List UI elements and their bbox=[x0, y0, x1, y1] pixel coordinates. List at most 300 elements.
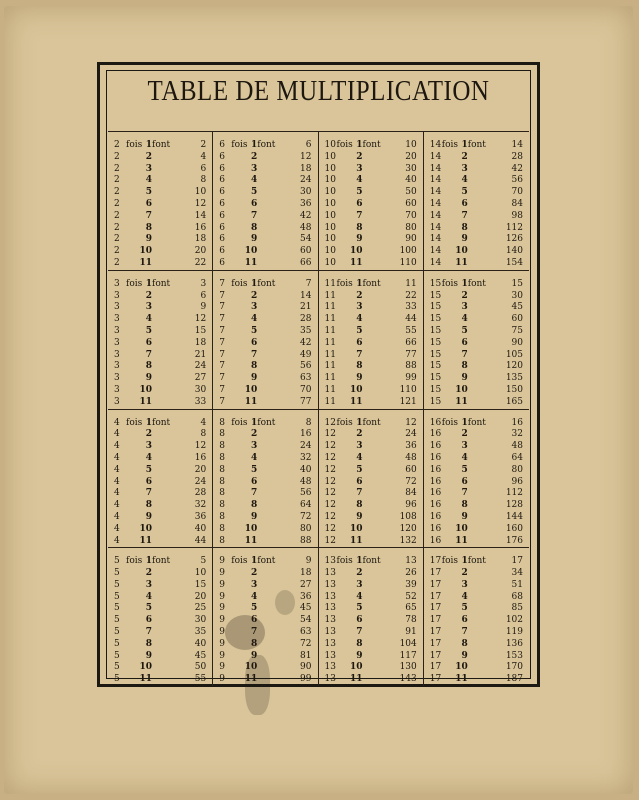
product: 24 bbox=[300, 441, 312, 452]
product: 75 bbox=[511, 325, 523, 336]
multiplicand: 8 bbox=[219, 511, 225, 522]
spacer bbox=[126, 615, 138, 627]
table-row bbox=[114, 164, 208, 176]
multiplier: 3 bbox=[461, 579, 468, 590]
multiplicand: 15 bbox=[429, 373, 442, 384]
product: 70 bbox=[511, 187, 523, 198]
multiplier: 8 bbox=[356, 500, 363, 511]
table-row bbox=[219, 279, 313, 291]
table-row bbox=[430, 441, 525, 453]
multiplier: 4 bbox=[250, 591, 258, 602]
table-row bbox=[114, 477, 208, 489]
spacer bbox=[468, 524, 476, 536]
times-word: fois bbox=[231, 556, 248, 567]
multiplicand: 13 bbox=[324, 674, 336, 685]
spacer bbox=[363, 603, 371, 615]
spacer bbox=[442, 441, 454, 453]
multiplicand: 2 bbox=[114, 210, 120, 221]
table-row bbox=[325, 373, 419, 385]
table-row bbox=[219, 627, 313, 639]
table-row bbox=[430, 524, 525, 536]
product: 72 bbox=[405, 476, 417, 487]
multiplicand: 3 bbox=[114, 373, 120, 384]
table-row bbox=[325, 140, 419, 152]
multiplicand: 11 bbox=[324, 361, 336, 372]
multiplicand: 9 bbox=[219, 615, 225, 626]
table-row bbox=[219, 536, 313, 548]
spacer bbox=[337, 338, 349, 350]
spacer bbox=[468, 326, 476, 338]
multiplicand: 14 bbox=[429, 234, 442, 245]
multiplicand: 12 bbox=[324, 500, 336, 511]
spacer bbox=[468, 246, 476, 258]
multiplier: 2 bbox=[356, 568, 363, 579]
multiplicand: 13 bbox=[324, 591, 336, 602]
multiplier: 3 bbox=[145, 441, 152, 452]
multiplier: 7 bbox=[461, 488, 468, 499]
multiplicand: 16 bbox=[429, 523, 442, 534]
multiplier: 2 bbox=[250, 151, 258, 162]
multiplicand: 10 bbox=[324, 175, 336, 186]
spacer bbox=[468, 465, 476, 477]
product: 44 bbox=[405, 314, 417, 325]
product: 12 bbox=[405, 417, 417, 428]
table-row bbox=[325, 187, 419, 199]
product: 39 bbox=[405, 579, 417, 590]
table-row bbox=[325, 674, 419, 686]
table-row bbox=[114, 258, 208, 270]
product: 40 bbox=[194, 638, 207, 649]
product: 51 bbox=[511, 579, 523, 590]
table-row bbox=[114, 662, 208, 674]
multiplicand: 8 bbox=[219, 476, 225, 487]
spacer bbox=[442, 500, 454, 512]
product: 55 bbox=[405, 325, 417, 336]
multiplicand: 11 bbox=[324, 349, 336, 360]
spacer bbox=[442, 302, 454, 314]
spacer bbox=[231, 662, 243, 674]
multiplicand: 5 bbox=[114, 674, 120, 685]
table-row bbox=[325, 175, 419, 187]
multiplicand: 11 bbox=[324, 302, 336, 313]
multiplier: 4 bbox=[356, 591, 363, 602]
page-title: TABLE DE MULTIPLICATION bbox=[147, 75, 490, 107]
spacer bbox=[126, 465, 138, 477]
product: 54 bbox=[300, 234, 312, 245]
multiplier: 2 bbox=[461, 151, 468, 162]
times-word: fois bbox=[441, 556, 458, 567]
table-row bbox=[219, 187, 313, 199]
table-row bbox=[325, 512, 419, 524]
table-row bbox=[219, 361, 313, 373]
spacer bbox=[363, 627, 371, 639]
table-row bbox=[114, 397, 208, 409]
multiplicand: 10 bbox=[324, 198, 336, 209]
table-block-2 bbox=[108, 132, 213, 271]
product: 108 bbox=[399, 511, 417, 522]
multiplier: 3 bbox=[356, 441, 363, 452]
spacer bbox=[468, 211, 476, 223]
product: 22 bbox=[405, 290, 417, 301]
multiplicand: 7 bbox=[219, 314, 225, 325]
table-row bbox=[430, 302, 525, 314]
table-row bbox=[325, 418, 419, 430]
multiplier: 11 bbox=[244, 535, 258, 546]
spacer bbox=[468, 512, 476, 524]
multiplier: 9 bbox=[461, 650, 468, 661]
table-row bbox=[430, 651, 525, 663]
multiplicand: 16 bbox=[429, 488, 442, 499]
makes-word: font bbox=[467, 556, 486, 567]
spacer bbox=[152, 580, 160, 592]
multiplier: 8 bbox=[250, 361, 258, 372]
times-word: fois bbox=[126, 417, 143, 428]
spacer bbox=[126, 524, 138, 536]
product: 120 bbox=[505, 361, 523, 372]
table-row bbox=[325, 211, 419, 223]
multiplier: 5 bbox=[250, 603, 258, 614]
product: 64 bbox=[300, 500, 312, 511]
product: 27 bbox=[194, 373, 207, 384]
spacer bbox=[468, 488, 476, 500]
multiplier: 1 bbox=[145, 417, 152, 428]
spacer bbox=[337, 258, 349, 270]
table-row bbox=[114, 187, 208, 199]
table-row bbox=[219, 175, 313, 187]
multiplicand: 6 bbox=[219, 187, 225, 198]
spacer bbox=[126, 639, 138, 651]
product: 126 bbox=[505, 234, 523, 245]
multiplicand: 6 bbox=[219, 140, 225, 150]
multiplier: 6 bbox=[461, 337, 468, 348]
table-row bbox=[325, 500, 419, 512]
table-row bbox=[114, 385, 208, 397]
spacer bbox=[468, 199, 476, 211]
spacer bbox=[257, 580, 265, 592]
spacer bbox=[468, 350, 476, 362]
spacer bbox=[468, 361, 476, 373]
product: 21 bbox=[300, 302, 312, 313]
multiplier: 7 bbox=[461, 210, 468, 221]
multiplicand: 7 bbox=[219, 325, 225, 336]
table-row bbox=[114, 500, 208, 512]
multiplier: 8 bbox=[250, 222, 258, 233]
makes-word: font bbox=[257, 556, 276, 567]
table-row bbox=[325, 234, 419, 246]
product: 45 bbox=[511, 302, 523, 313]
spacer bbox=[126, 361, 138, 373]
makes-word: font bbox=[362, 417, 381, 428]
multiplier: 9 bbox=[461, 234, 468, 245]
spacer bbox=[337, 397, 349, 409]
spacer bbox=[468, 338, 476, 350]
times-word: fois bbox=[336, 278, 353, 289]
table-row bbox=[219, 246, 313, 258]
table-row bbox=[430, 556, 525, 568]
table-row bbox=[325, 350, 419, 362]
product: 150 bbox=[505, 384, 523, 395]
table-row bbox=[114, 361, 208, 373]
table-row bbox=[114, 211, 208, 223]
spacer bbox=[442, 465, 454, 477]
spacer bbox=[337, 175, 349, 187]
multiplicand: 4 bbox=[114, 500, 120, 511]
multiplier: 5 bbox=[461, 325, 468, 336]
table-row bbox=[114, 279, 208, 291]
product: 165 bbox=[505, 396, 523, 407]
product: 12 bbox=[194, 314, 207, 325]
product: 28 bbox=[300, 314, 312, 325]
spacer bbox=[257, 500, 265, 512]
multiplicand: 8 bbox=[219, 441, 225, 452]
multiplier: 3 bbox=[356, 302, 363, 313]
table-row bbox=[114, 338, 208, 350]
multiplier: 3 bbox=[356, 163, 363, 174]
spacer bbox=[257, 662, 265, 674]
multiplier: 2 bbox=[145, 568, 152, 579]
spacer bbox=[152, 258, 160, 270]
multiplicand: 7 bbox=[219, 302, 225, 313]
spacer bbox=[442, 524, 454, 536]
spacer bbox=[468, 164, 476, 176]
multiplier: 5 bbox=[145, 325, 152, 336]
multiplicand: 2 bbox=[114, 163, 120, 174]
product: 60 bbox=[300, 246, 312, 257]
spacer bbox=[126, 580, 138, 592]
product: 27 bbox=[300, 579, 312, 590]
multiplier: 10 bbox=[244, 384, 258, 395]
times-word: fois bbox=[231, 417, 248, 428]
spacer bbox=[363, 373, 371, 385]
multiplier: 1 bbox=[250, 278, 258, 289]
spacer bbox=[257, 651, 265, 663]
spacer bbox=[363, 580, 371, 592]
product: 77 bbox=[405, 349, 417, 360]
spacer bbox=[468, 500, 476, 512]
product: 60 bbox=[511, 314, 523, 325]
multiplier: 3 bbox=[250, 579, 258, 590]
spacer bbox=[152, 465, 160, 477]
multiplier: 5 bbox=[461, 187, 468, 198]
multiplicand: 9 bbox=[219, 627, 225, 638]
multiplier: 9 bbox=[356, 511, 363, 522]
spacer bbox=[231, 500, 243, 512]
table-row bbox=[325, 580, 419, 592]
spacer bbox=[442, 488, 454, 500]
product: 30 bbox=[300, 187, 312, 198]
table-row bbox=[219, 429, 313, 441]
spacer bbox=[152, 568, 160, 580]
multiplicand: 17 bbox=[429, 579, 442, 590]
product: 45 bbox=[194, 650, 207, 661]
table-row bbox=[325, 568, 419, 580]
spacer bbox=[363, 187, 371, 199]
spacer bbox=[152, 302, 160, 314]
table-row bbox=[325, 164, 419, 176]
product: 50 bbox=[194, 662, 207, 673]
table-block-4 bbox=[108, 410, 213, 549]
spacer bbox=[126, 373, 138, 385]
table-row bbox=[430, 279, 525, 291]
product: 3 bbox=[200, 278, 207, 289]
spacer bbox=[442, 627, 454, 639]
multiplier: 9 bbox=[145, 511, 152, 522]
table-row bbox=[430, 397, 525, 409]
multiplicand: 17 bbox=[429, 615, 442, 626]
multiplicand: 15 bbox=[429, 325, 442, 336]
table-row bbox=[114, 140, 208, 152]
table-row bbox=[219, 524, 313, 536]
table-row bbox=[219, 302, 313, 314]
table-row bbox=[114, 627, 208, 639]
spacer bbox=[468, 453, 476, 465]
multiplicand: 16 bbox=[429, 535, 442, 546]
table-row bbox=[325, 651, 419, 663]
product: 36 bbox=[300, 198, 312, 209]
product: 176 bbox=[505, 535, 523, 546]
spacer bbox=[442, 592, 454, 604]
table-row bbox=[325, 662, 419, 674]
spacer bbox=[257, 627, 265, 639]
table-row bbox=[325, 603, 419, 615]
product: 14 bbox=[300, 290, 312, 301]
multiplier: 5 bbox=[145, 187, 152, 198]
spacer bbox=[126, 350, 138, 362]
product: 110 bbox=[399, 257, 417, 268]
product: 30 bbox=[405, 163, 417, 174]
multiplier: 3 bbox=[461, 163, 468, 174]
product: 78 bbox=[405, 615, 417, 626]
multiplier: 1 bbox=[461, 417, 468, 428]
multiplicand: 12 bbox=[324, 452, 336, 463]
spacer bbox=[337, 234, 349, 246]
multiplier: 3 bbox=[250, 163, 258, 174]
product: 100 bbox=[399, 246, 417, 257]
table-row bbox=[114, 556, 208, 568]
makes-word: font bbox=[362, 556, 381, 567]
product: 66 bbox=[405, 337, 417, 348]
multiplier: 6 bbox=[461, 198, 468, 209]
table-row bbox=[114, 350, 208, 362]
product: 117 bbox=[399, 650, 417, 661]
product: 84 bbox=[405, 488, 417, 499]
spacer bbox=[363, 164, 371, 176]
spacer bbox=[257, 639, 265, 651]
multiplicand: 15 bbox=[429, 302, 442, 313]
table-row bbox=[430, 361, 525, 373]
multiplicand: 17 bbox=[429, 591, 442, 602]
spacer bbox=[231, 361, 243, 373]
table-row bbox=[325, 279, 419, 291]
spacer bbox=[442, 361, 454, 373]
times-word: fois bbox=[231, 278, 248, 289]
multiplicand: 9 bbox=[219, 650, 225, 661]
multiplier: 6 bbox=[356, 198, 363, 209]
spacer bbox=[152, 536, 160, 548]
spacer bbox=[363, 662, 371, 674]
multiplier: 7 bbox=[250, 349, 258, 360]
product: 48 bbox=[511, 441, 523, 452]
multiplicand: 17 bbox=[429, 568, 442, 579]
multiplier: 3 bbox=[145, 579, 152, 590]
times-word: fois bbox=[441, 140, 458, 150]
multiplier: 1 bbox=[145, 556, 152, 567]
spacer bbox=[126, 302, 138, 314]
product: 153 bbox=[505, 650, 523, 661]
spacer bbox=[363, 397, 371, 409]
table-row bbox=[430, 453, 525, 465]
table-row bbox=[219, 397, 313, 409]
spacer bbox=[231, 175, 243, 187]
product: 9 bbox=[305, 556, 312, 567]
spacer bbox=[257, 211, 265, 223]
table-row bbox=[219, 164, 313, 176]
spacer bbox=[337, 674, 349, 686]
multiplicand: 14 bbox=[429, 257, 442, 268]
table-row bbox=[325, 246, 419, 258]
spacer bbox=[152, 477, 160, 489]
multiplicand: 12 bbox=[324, 535, 336, 546]
product: 32 bbox=[194, 500, 207, 511]
product: 187 bbox=[505, 674, 523, 685]
spacer bbox=[257, 314, 265, 326]
table-row bbox=[430, 465, 525, 477]
times-word: fois bbox=[441, 278, 458, 289]
multiplier: 4 bbox=[461, 175, 468, 186]
multiplicand: 16 bbox=[429, 511, 442, 522]
spacer bbox=[442, 314, 454, 326]
spacer bbox=[337, 302, 349, 314]
spacer bbox=[337, 291, 349, 303]
spacer bbox=[152, 385, 160, 397]
product: 72 bbox=[300, 511, 312, 522]
product: 140 bbox=[505, 246, 523, 257]
multiplier: 2 bbox=[250, 568, 258, 579]
table-row bbox=[219, 338, 313, 350]
table-row bbox=[325, 639, 419, 651]
spacer bbox=[152, 488, 160, 500]
table-row bbox=[114, 536, 208, 548]
spacer bbox=[126, 152, 138, 164]
multiplicand: 12 bbox=[324, 441, 336, 452]
table-row bbox=[430, 536, 525, 548]
multiplicand: 3 bbox=[114, 302, 120, 313]
table-row bbox=[430, 429, 525, 441]
table-block-10 bbox=[319, 132, 424, 271]
table-row bbox=[114, 674, 208, 686]
product: 119 bbox=[505, 627, 523, 638]
product: 6 bbox=[200, 163, 207, 174]
product: 121 bbox=[399, 396, 417, 407]
multiplicand: 3 bbox=[114, 361, 120, 372]
table-row bbox=[219, 441, 313, 453]
multiplier: 4 bbox=[145, 591, 152, 602]
spacer bbox=[231, 223, 243, 235]
multiplicand: 11 bbox=[324, 325, 336, 336]
table-row bbox=[325, 453, 419, 465]
product: 12 bbox=[194, 198, 207, 209]
multiplier: 4 bbox=[145, 452, 152, 463]
multiplier: 11 bbox=[244, 674, 258, 685]
spacer bbox=[337, 385, 349, 397]
multiplier: 7 bbox=[145, 210, 152, 221]
spacer bbox=[442, 152, 454, 164]
spacer bbox=[231, 397, 243, 409]
multiplier: 4 bbox=[145, 175, 152, 186]
multiplicand: 17 bbox=[429, 603, 442, 614]
spacer bbox=[337, 627, 349, 639]
spacer bbox=[337, 662, 349, 674]
